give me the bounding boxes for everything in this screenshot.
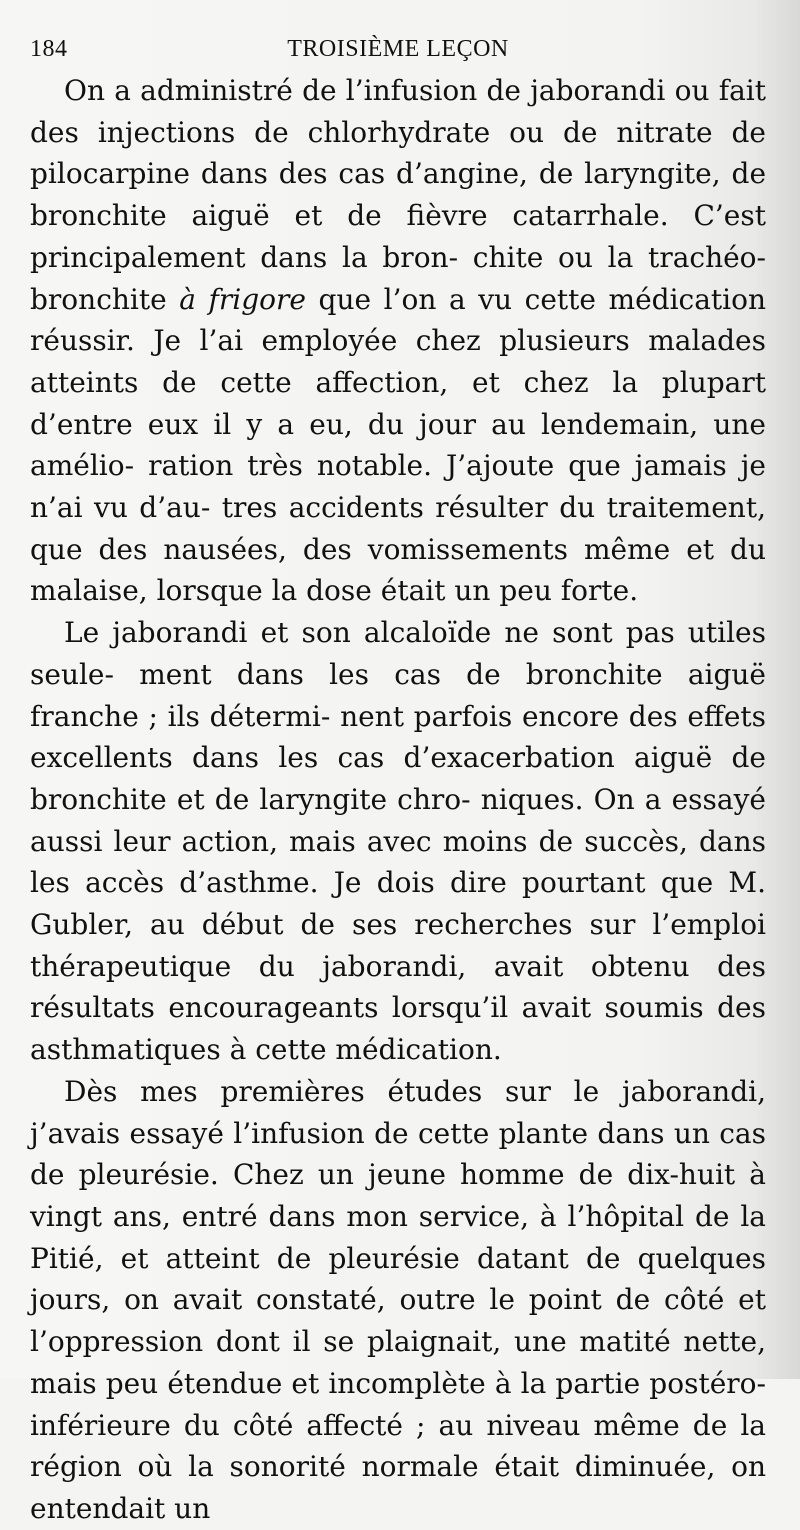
running-head	[30, 30, 766, 70]
text-line: essayé l’infusion de cette plante dans un cas de pleurésie.	[30, 1116, 766, 1192]
text-line: encourageants lorsqu’il avait soumis des asthmatiques à	[30, 991, 766, 1067]
text-line: mon service, à l’hôpital de la Pitié, et atteint de pleurésie	[30, 1199, 766, 1275]
text-line: On a administré de l’infusion de jaborandi ou fait des	[30, 74, 766, 149]
text-line: Le jaborandi et son alcaloïde ne sont pas utiles seule-	[30, 616, 766, 691]
italic-phrase: à frigore	[179, 282, 306, 316]
text-line: et de fièvre catarrhale. C’est principalement dans la bron-	[30, 199, 766, 274]
text-line: que M. Gubler, au début de ses recherches sur l’emploi	[30, 866, 767, 942]
text-line: de succès, dans les accès d’asthme. Je dois dire pourtant	[30, 824, 767, 900]
text-line: nette, mais peu étendue et incomplète à la partie postéro-	[30, 1325, 766, 1400]
text-line: cette médication réussir. Je l’ai employée chez plusieurs	[30, 282, 767, 358]
text-line: des vomissements même et du malaise, lorsque la dose	[30, 532, 766, 608]
text-line: inférieure du côté affecté ; au niveau même de la région	[30, 1408, 766, 1484]
text-line: était un peu forte.	[380, 574, 639, 608]
paragraph-2	[30, 612, 766, 1071]
text-line: niques. On a essayé aussi leur action, mais avec moins	[30, 782, 766, 858]
text-line: tres accidents résulter du traitement, que des nausées,	[30, 491, 766, 566]
text-line: Dès mes premières études sur le jaborandi, j’avais	[30, 1074, 766, 1150]
text-line: que l’on a vu	[305, 282, 513, 316]
text-line: cette médication.	[255, 1033, 502, 1067]
body-text	[30, 70, 766, 1530]
chapter-title: TROISIÈME LEÇON	[287, 36, 509, 62]
text-line: chite ou la trachéo-bronchite	[30, 240, 766, 316]
page-number: 184	[30, 36, 68, 62]
text-line: d’entre eux il y a eu, du jour au lendemain, une amélio-	[30, 407, 766, 483]
text-line: injections de chlorhydrate ou de nitrate de pilocarpine	[30, 115, 766, 191]
text-line: thérapeutique du jaborandi, avait obtenu des résultats	[30, 949, 766, 1025]
text-line: ration très notable. J’ajoute que jamais je n’ai vu d’au-	[30, 449, 766, 525]
text-line: de côté et l’oppression dont il se plaignait, une matité	[30, 1283, 767, 1359]
text-line: Chez un jeune homme de dix-huit à vingt ans, entré dans	[30, 1158, 766, 1233]
paragraph-3	[30, 1071, 766, 1530]
text-line: malades atteints de cette affection, et chez la plupart	[30, 324, 766, 399]
text-line: nent parfois encore des effets excellents dans les cas	[30, 699, 767, 775]
text-line: où la sonorité normale était diminuée, on entendait un	[30, 1450, 767, 1525]
text-line: d’exacerbation aiguë de bronchite et de laryngite chro-	[30, 741, 766, 816]
text-line: ment dans les cas de bronchite aiguë franche ; ils détermi-	[30, 657, 766, 733]
text-line: dans des cas d’angine, de laryngite, de bronchite aiguë	[30, 157, 767, 233]
paragraph-1	[30, 70, 766, 612]
text-line: datant de quelques jours, on avait constaté, outre le point	[30, 1241, 766, 1317]
